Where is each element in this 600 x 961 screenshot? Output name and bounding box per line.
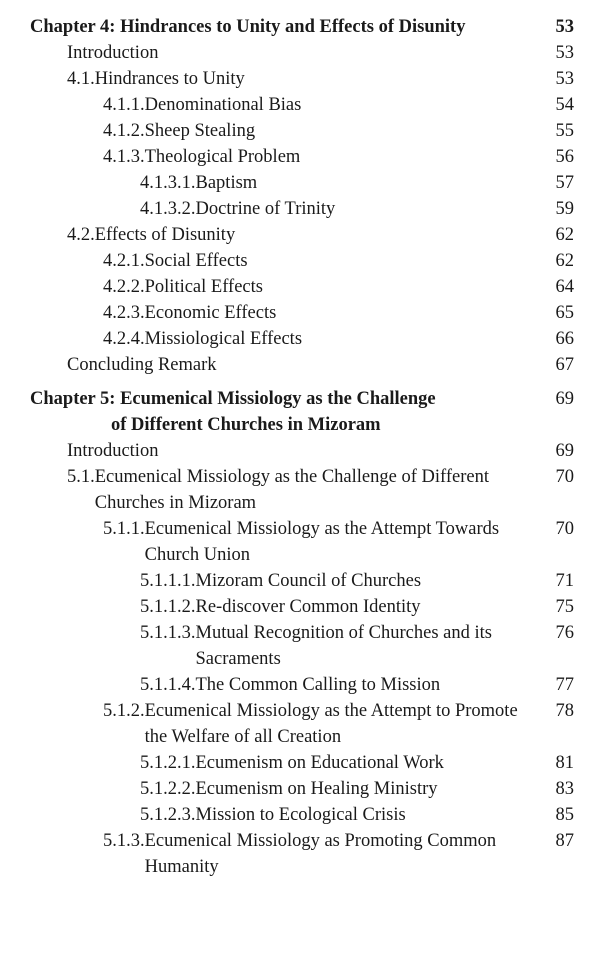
section-title: Social Effects <box>144 251 248 271</box>
toc-chapter-4[interactable] <box>30 14 574 40</box>
section-title: Mizoram Council of Churches <box>195 571 422 591</box>
section-number: 5.1.2.3. <box>140 805 196 825</box>
section-number: 5.1.3. <box>103 831 145 851</box>
toc-entry[interactable] <box>30 698 574 750</box>
section-title: Theological Problem <box>144 147 301 167</box>
toc-entry[interactable] <box>30 196 574 222</box>
toc-entry[interactable] <box>30 750 574 776</box>
page-number: 65 <box>555 303 574 323</box>
section-title: Ecumenical Missiology as the Challenge of Different Churches in Mizoram <box>94 467 489 513</box>
toc-entry[interactable] <box>30 300 574 326</box>
section-title: Denominational Bias <box>144 95 302 115</box>
page-number: 76 <box>555 623 574 643</box>
page-number: 64 <box>555 277 574 297</box>
page-number: 55 <box>555 121 574 141</box>
section-number: 5.1.1. <box>103 519 145 539</box>
page-number: 78 <box>555 701 574 721</box>
section-title: Concluding Remark <box>67 355 217 375</box>
page-number: 69 <box>555 389 574 409</box>
page-number: 53 <box>555 69 574 89</box>
section-number: 4.1.1. <box>103 95 145 115</box>
toc-entry[interactable] <box>30 352 574 378</box>
toc-entry[interactable] <box>30 222 574 248</box>
section-title: Ecumenical Missiology as the Attempt Towards Church Union <box>144 519 500 565</box>
section-number: 5.1.1.3. <box>140 623 196 643</box>
section-title: Ecumenism on Educational Work <box>195 753 444 773</box>
toc-entry[interactable] <box>30 170 574 196</box>
page-number: 53 <box>555 43 574 63</box>
section-title: Re-discover Common Identity <box>195 597 421 617</box>
section-number: 5.1.1.1. <box>140 571 196 591</box>
section-title: Mutual Recognition of Churches and its Sacraments <box>195 623 492 669</box>
chapter-title-line-2: of Different Churches in Mizoram <box>111 415 381 435</box>
section-number: 5.1.2. <box>103 701 145 721</box>
toc-entry[interactable] <box>30 66 574 92</box>
toc-entry[interactable] <box>30 776 574 802</box>
section-title: Introduction <box>67 43 159 63</box>
section-number: 4.1.2. <box>103 121 145 141</box>
page-number: 53 <box>555 17 574 37</box>
chapter-title <box>30 386 534 438</box>
section-title: Effects of Disunity <box>94 225 236 245</box>
section-number: 4.1. <box>67 69 95 89</box>
page-number: 75 <box>555 597 574 617</box>
section-title: Hindrances to Unity <box>94 69 245 89</box>
section-number: 5.1.1.4. <box>140 675 196 695</box>
page-number: 85 <box>555 805 574 825</box>
page-number: 70 <box>555 467 574 487</box>
section-number: 4.2.4. <box>103 329 145 349</box>
section-title: Missiological Effects <box>144 329 303 349</box>
section-number: 5.1. <box>67 467 95 487</box>
page-number: 77 <box>555 675 574 695</box>
section-number: 5.1.1.2. <box>140 597 196 617</box>
toc-entry[interactable] <box>30 92 574 118</box>
page-number: 62 <box>555 251 574 271</box>
toc-entry[interactable] <box>30 118 574 144</box>
section-number: 4.2.3. <box>103 303 145 323</box>
page-number: 81 <box>555 753 574 773</box>
toc-entry[interactable] <box>30 568 574 594</box>
section-title: Ecumenical Missiology as Promoting Common Humanity <box>144 831 497 877</box>
chapter-title: Chapter 4: Hindrances to Unity and Effects of Disunity <box>30 17 466 37</box>
section-number: 4.1.3.2. <box>140 199 196 219</box>
section-title: Introduction <box>67 441 159 461</box>
toc-chapter-5[interactable] <box>30 386 574 438</box>
section-number: 4.1.3. <box>103 147 145 167</box>
section-number: 5.1.2.1. <box>140 753 196 773</box>
page-number: 54 <box>555 95 574 115</box>
page-number: 56 <box>555 147 574 167</box>
toc-entry[interactable] <box>30 828 574 880</box>
section-title: Sheep Stealing <box>144 121 256 141</box>
page-number: 67 <box>555 355 574 375</box>
toc-entry[interactable] <box>30 326 574 352</box>
page-number: 59 <box>555 199 574 219</box>
page-number: 62 <box>555 225 574 245</box>
page-number: 69 <box>555 441 574 461</box>
section-number: 4.2.1. <box>103 251 145 271</box>
section-title: Doctrine of Trinity <box>195 199 336 219</box>
toc-entry[interactable] <box>30 672 574 698</box>
page-number: 71 <box>555 571 574 591</box>
section-number: 4.2.2. <box>103 277 145 297</box>
section-title: Political Effects <box>144 277 263 297</box>
section-title: Ecumenical Missiology as the Attempt to Promote the Welfare of all Creation <box>144 701 518 747</box>
section-title: The Common Calling to Mission <box>195 675 441 695</box>
page-number: 83 <box>555 779 574 799</box>
spacer <box>30 378 574 386</box>
section-number: 4.1.3.1. <box>140 173 196 193</box>
section-number: 5.1.2.2. <box>140 779 196 799</box>
section-title: Ecumenism on Healing Ministry <box>195 779 438 799</box>
toc-entry[interactable] <box>30 438 574 464</box>
toc-entry[interactable] <box>30 802 574 828</box>
page-number: 70 <box>555 519 574 539</box>
toc-entry[interactable] <box>30 40 574 66</box>
page-number: 66 <box>555 329 574 349</box>
section-title: Economic Effects <box>144 303 277 323</box>
chapter-title-line-1: Chapter 5: Ecumenical Missiology as the Challenge <box>30 389 436 409</box>
toc-entry[interactable] <box>30 620 574 672</box>
page-number: 87 <box>555 831 574 851</box>
section-number: 4.2. <box>67 225 95 245</box>
toc-entry[interactable] <box>30 594 574 620</box>
toc-entry[interactable] <box>30 274 574 300</box>
toc-entry[interactable] <box>30 464 574 516</box>
section-title: Mission to Ecological Crisis <box>195 805 406 825</box>
toc-entry[interactable] <box>30 144 574 170</box>
toc-entry[interactable] <box>30 516 574 568</box>
page-number: 57 <box>555 173 574 193</box>
toc-entry[interactable] <box>30 248 574 274</box>
section-title: Baptism <box>195 173 258 193</box>
